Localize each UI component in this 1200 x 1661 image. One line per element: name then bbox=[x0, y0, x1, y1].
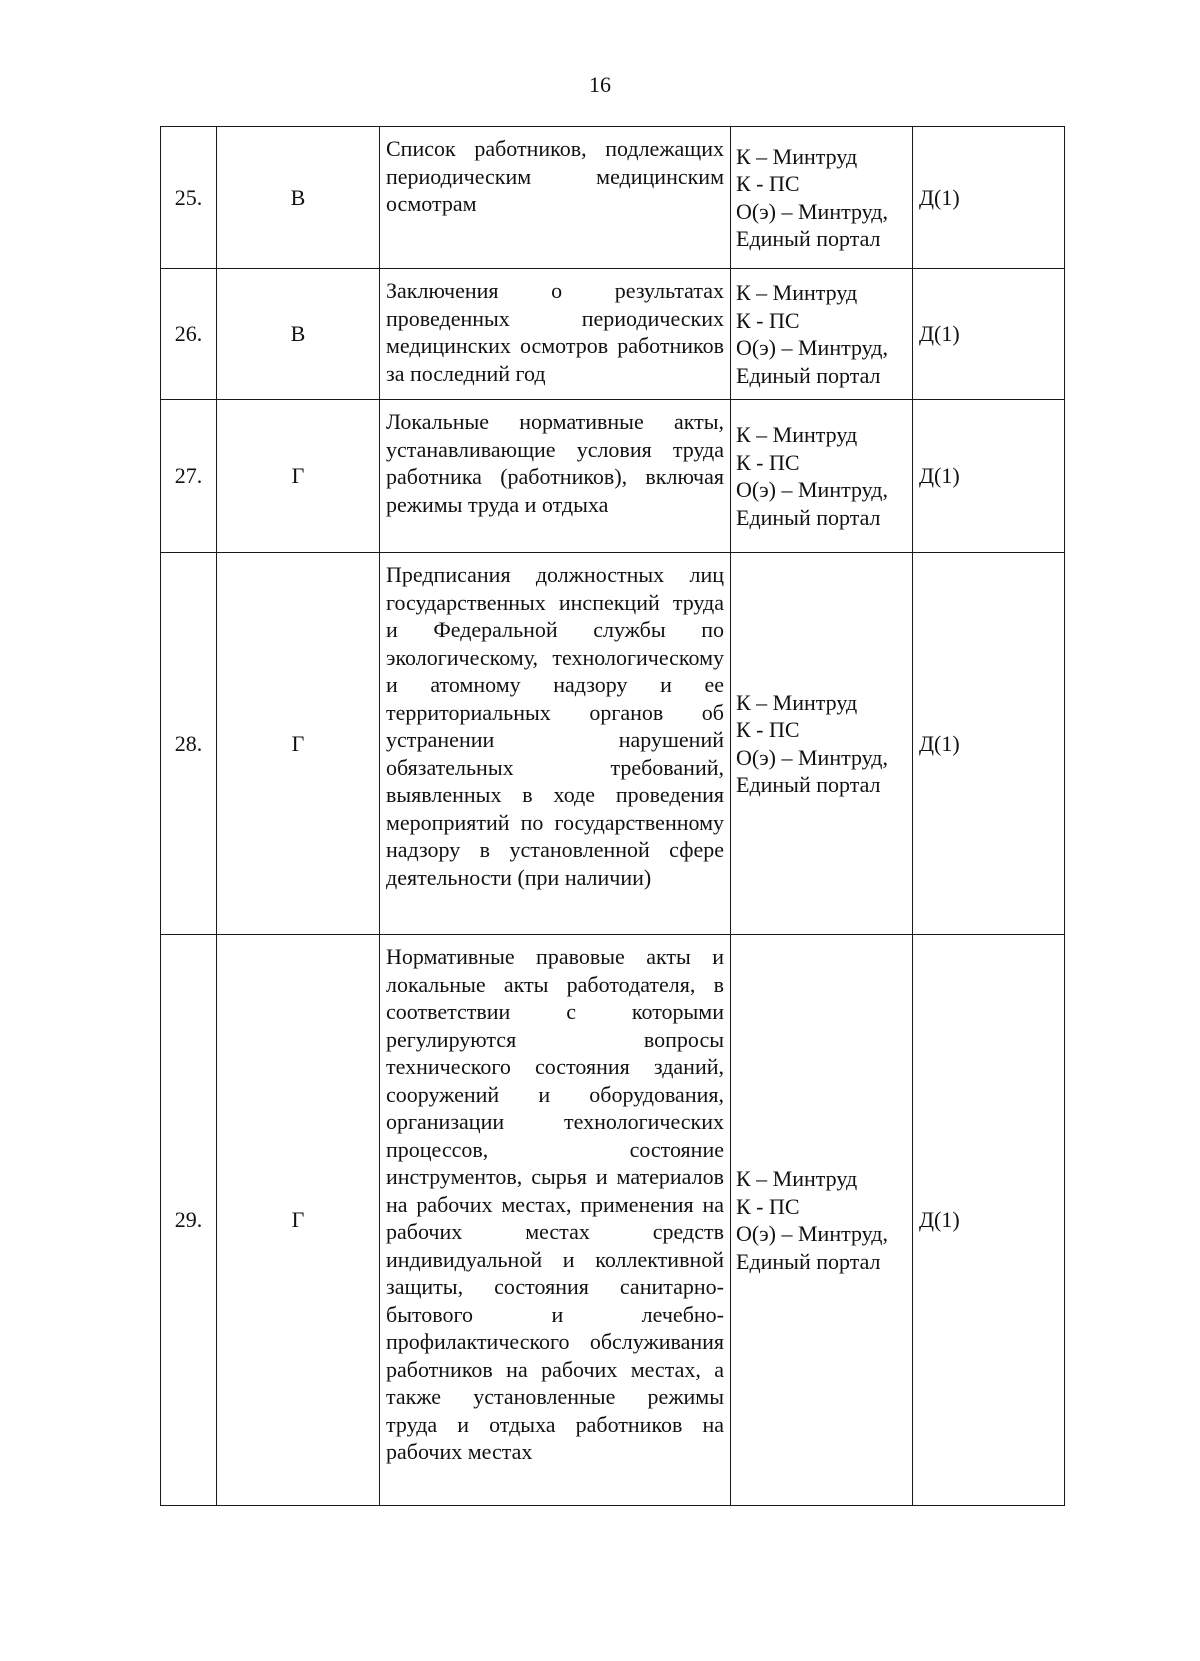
responsible-line: О(э) – Минтруд, bbox=[736, 744, 888, 770]
row-number: 26. bbox=[161, 269, 217, 400]
row-responsible bbox=[731, 127, 913, 269]
row-responsible bbox=[731, 269, 913, 400]
responsible-line: К - ПС bbox=[736, 1193, 800, 1219]
row-number: 25. bbox=[161, 127, 217, 269]
row-responsible bbox=[731, 400, 913, 553]
row-responsible bbox=[731, 935, 913, 1506]
responsible-line: О(э) – Минтруд, bbox=[736, 477, 888, 502]
table-row bbox=[161, 935, 1065, 1506]
row-category: Г bbox=[217, 935, 380, 1506]
row-number: 28. bbox=[161, 553, 217, 935]
row-code: Д(1) bbox=[913, 400, 1065, 553]
row-category: Г bbox=[217, 553, 380, 935]
documents-table bbox=[160, 126, 1065, 1506]
row-number: 29. bbox=[161, 935, 217, 1506]
page-number: 16 bbox=[589, 72, 611, 97]
row-category: Г bbox=[217, 400, 380, 553]
responsible-line: К – Минтруд bbox=[736, 280, 858, 305]
responsible-line: Единый портал bbox=[736, 1248, 881, 1274]
responsible-line: К - ПС bbox=[736, 171, 800, 196]
row-number: 27. bbox=[161, 400, 217, 553]
row-category: В bbox=[217, 127, 380, 269]
table-row bbox=[161, 553, 1065, 935]
row-code: Д(1) bbox=[913, 269, 1065, 400]
responsible-line: К - ПС bbox=[736, 717, 800, 742]
row-description: Заключения о результатах проведенных периодических медицинских осмотров работников за последний год bbox=[380, 269, 731, 400]
responsible-line: Единый портал bbox=[736, 504, 881, 530]
responsible-line: К – Минтруд bbox=[736, 143, 858, 169]
responsible-line: О(э) – Минтруд, bbox=[736, 198, 888, 224]
row-description: Нормативные правовые акты и локальные акты работодателя, в соответствии с которыми регулируются вопросы технического состояния зданий, сооружений и оборудования, организации технологических процессов, состояние инструментов, сырья и материалов на рабочих местах, применения на рабочих местах средств индивидуальной и коллективной защиты, состояния санитарно-бытового и лечебно-профилактического обслуживания работников на рабочих местах, а также установленные режимы труда и отдыха работников на рабочих местах bbox=[380, 935, 731, 1506]
row-description: Предписания должностных лиц государственных инспекций труда и Федеральной службы по экологическому, технологическому и атомному надзору и ее территориальных органов об устранении нарушений обязательных требований, выявленных в ходе проведения мероприятий по государственному надзору в установленной сфере деятельности (при наличии) bbox=[380, 553, 731, 935]
row-code: Д(1) bbox=[913, 935, 1065, 1506]
row-code: Д(1) bbox=[913, 127, 1065, 269]
responsible-line: О(э) – Минтруд, bbox=[736, 335, 888, 360]
row-description: Локальные нормативные акты, устанавливающие условия труда работника (работников), включая режимы труда и отдыха bbox=[380, 400, 731, 553]
responsible-line: К – Минтруд bbox=[736, 422, 858, 447]
responsible-line: К – Минтруд bbox=[736, 1166, 858, 1191]
responsible-line: К - ПС bbox=[736, 307, 800, 333]
responsible-line: Единый портал bbox=[736, 772, 881, 797]
responsible-line: К - ПС bbox=[736, 449, 800, 475]
responsible-line: Единый портал bbox=[736, 362, 881, 388]
row-responsible bbox=[731, 553, 913, 935]
row-category: В bbox=[217, 269, 380, 400]
responsible-line: Единый портал bbox=[736, 226, 881, 251]
responsible-line: К – Минтруд bbox=[736, 689, 858, 715]
responsible-line: О(э) – Минтруд, bbox=[736, 1221, 888, 1246]
row-code: Д(1) bbox=[913, 553, 1065, 935]
table-row bbox=[161, 269, 1065, 400]
table-row bbox=[161, 400, 1065, 553]
table-row bbox=[161, 127, 1065, 269]
row-description: Список работников, подлежащих периодическим медицинским осмотрам bbox=[380, 127, 731, 269]
